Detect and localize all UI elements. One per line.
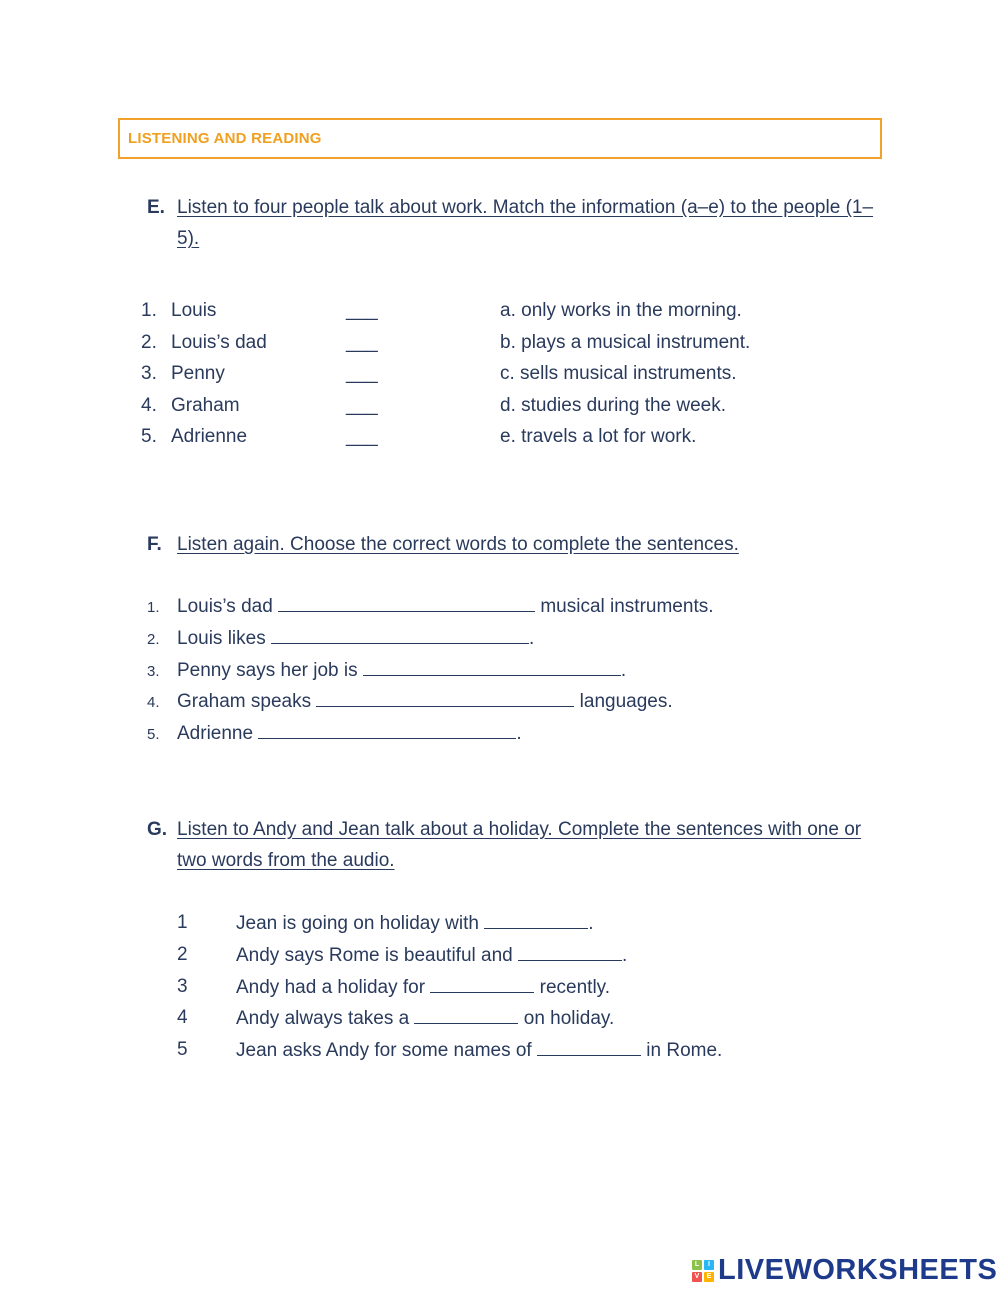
section-e-instruction [177, 192, 877, 254]
logo-block: L [692, 1260, 702, 1270]
match-person-name: Graham [171, 394, 240, 416]
match-person-name: Louis [171, 300, 217, 321]
section-e-instruction-end: . [193, 228, 200, 249]
sentence-text-before: Penny says her job is [177, 659, 363, 681]
sentence-text-after: musical instruments. [535, 596, 714, 617]
logo-block: I [704, 1260, 714, 1270]
sentence-text-after: . [588, 913, 594, 934]
fill-sentence [177, 595, 714, 618]
sentence-text-after: . [516, 723, 522, 745]
answer-blank[interactable] [414, 1007, 518, 1024]
answer-blank[interactable] [271, 627, 529, 644]
section-g-letter: G. [147, 819, 168, 840]
match-option: e. travels a lot for work. [500, 426, 697, 448]
answer-blank[interactable] [258, 722, 516, 739]
logo-blocks-icon [692, 1260, 714, 1282]
match-answer-blank[interactable]: ___ [346, 363, 378, 385]
section-f-instruction: Listen again. Choose the correct words to complete the sentences. [177, 534, 739, 555]
sentence-text-before: Louis’s dad [177, 596, 279, 617]
match-person-name: Adrienne [171, 426, 248, 448]
sentence-text-before: Jean asks Andy for some names of [236, 1040, 537, 1062]
sentence-number: 2 [177, 943, 188, 965]
section-header-box [118, 118, 882, 159]
logo-block: V [692, 1272, 702, 1282]
match-option: a. only works in the morning. [500, 300, 742, 321]
match-number: 5. [141, 426, 157, 448]
fill-sentence [177, 659, 626, 682]
match-answer-blank[interactable]: ___ [346, 426, 378, 448]
sentence-number: 5. [147, 726, 160, 744]
answer-blank[interactable] [278, 595, 535, 612]
section-header-title: LISTENING AND READING [128, 130, 322, 147]
answer-blank[interactable] [430, 976, 534, 993]
fill-sentence [236, 1007, 614, 1030]
fill-sentence [177, 690, 673, 713]
sentence-text-before: Jean is going on holiday with [236, 913, 485, 934]
fill-sentence [236, 1039, 722, 1062]
sentence-text-after: . [529, 627, 535, 649]
answer-blank[interactable] [484, 912, 588, 929]
sentence-text-before: Andy always takes a [236, 1008, 415, 1030]
fill-sentence [177, 722, 522, 745]
fill-sentence [236, 944, 627, 967]
match-option: b. plays a musical instrument. [500, 331, 751, 353]
fill-sentence [177, 627, 534, 650]
sentence-number: 4. [147, 694, 160, 712]
sentence-text-before: Andy says Rome is beautiful and [236, 944, 518, 966]
match-answer-blank[interactable]: ___ [346, 300, 378, 321]
sentence-number: 4 [177, 1007, 188, 1029]
logo-block: E [704, 1272, 714, 1282]
sentence-number: 1. [147, 599, 160, 616]
section-f-letter: F. [147, 534, 162, 555]
sentence-number: 1 [177, 912, 188, 933]
answer-blank[interactable] [363, 659, 621, 676]
fill-sentence [236, 976, 610, 999]
sentence-text-after: on holiday. [518, 1008, 615, 1030]
match-option: c. sells musical instruments. [500, 363, 737, 385]
liveworksheets-logo [692, 1254, 997, 1287]
logo-text: LIVEWORKSHEETS [718, 1254, 998, 1286]
answer-blank[interactable] [316, 690, 574, 707]
sentence-number: 5 [177, 1039, 188, 1061]
sentence-number: 3 [177, 975, 188, 997]
match-answer-blank[interactable]: ___ [346, 331, 378, 353]
match-number: 4. [141, 394, 157, 416]
match-option: d. studies during the week. [500, 394, 727, 416]
match-number: 1. [141, 300, 157, 321]
answer-blank[interactable] [537, 1039, 641, 1056]
sentence-text-before: Louis likes [177, 627, 271, 649]
match-number: 3. [141, 363, 157, 385]
sentence-text-after: . [622, 944, 628, 966]
sentence-text-before: Graham speaks [177, 691, 317, 713]
match-person-name: Penny [171, 363, 225, 385]
sentence-number: 3. [147, 662, 160, 680]
sentence-text-after: languages. [574, 691, 673, 713]
sentence-text-before: Adrienne [177, 723, 259, 745]
match-person-name: Louis’s dad [171, 331, 267, 353]
answer-blank[interactable] [518, 944, 622, 961]
section-e-letter: E. [147, 197, 165, 218]
section-e-instruction-text: Listen to four people talk about work. Match the information (a–e) to the people (1–5) [177, 197, 874, 249]
sentence-text-after: recently. [534, 976, 611, 998]
match-number: 2. [141, 331, 157, 353]
section-g-instruction: Listen to Andy and Jean talk about a holiday. Complete the sentences with one or two words from the audio. [177, 819, 862, 871]
sentence-number: 2. [147, 630, 160, 648]
sentence-text-after: . [620, 659, 627, 681]
fill-sentence [236, 912, 594, 935]
sentence-text-after: in Rome. [641, 1040, 723, 1062]
match-answer-blank[interactable]: ___ [346, 394, 378, 416]
sentence-text-before: Andy had a holiday for [236, 976, 431, 998]
